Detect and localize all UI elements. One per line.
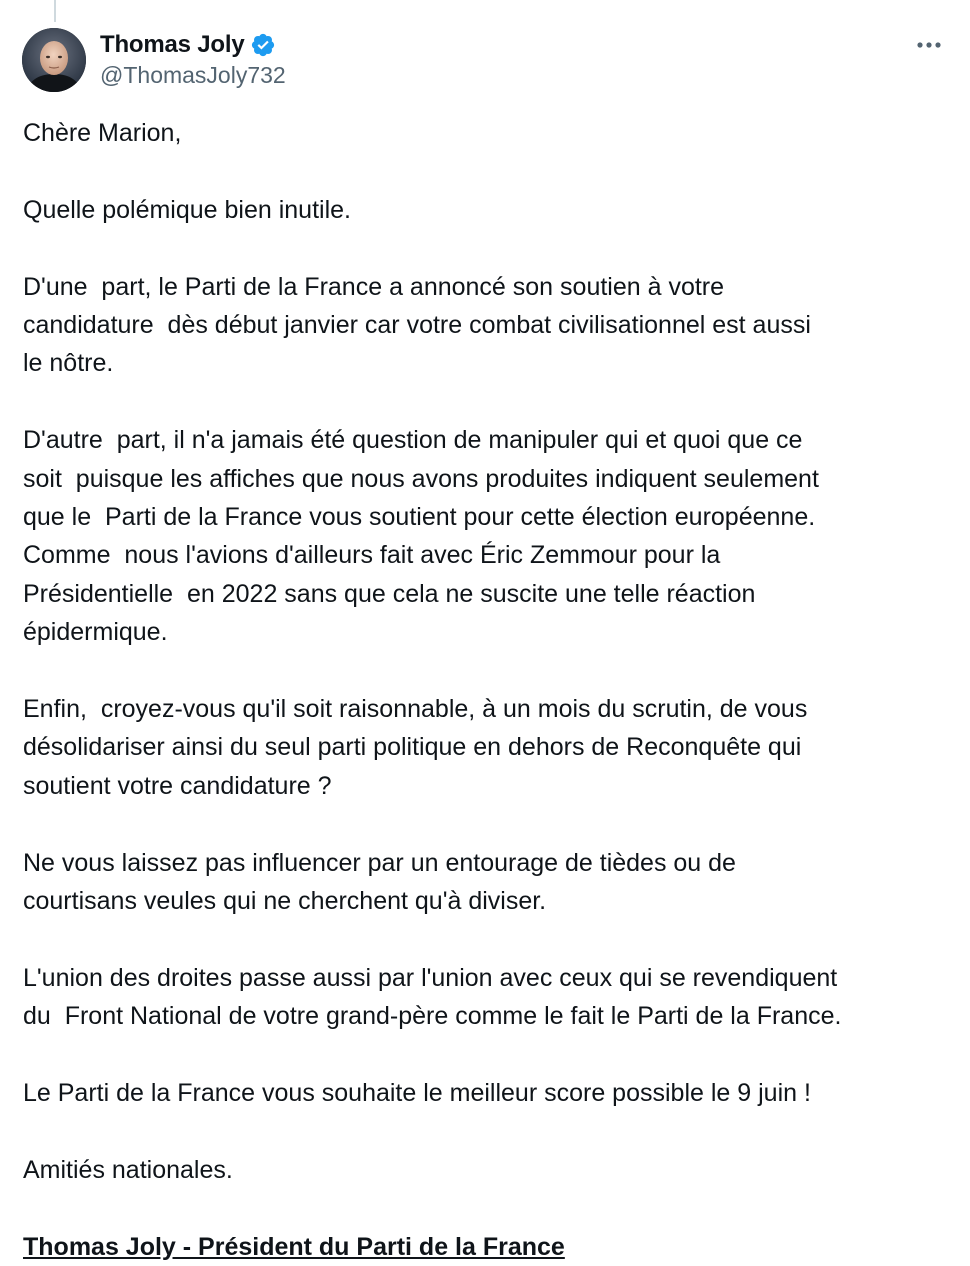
- tweet-paragraph-6-line-2: du Front National de votre grand-père comme le fait le Parti de la France.: [23, 1002, 842, 1031]
- tweet-paragraph-3-line-4: Comme nous l'avions d'ailleurs fait avec Éric Zemmour pour la: [23, 541, 721, 570]
- thread-connector-line: [54, 0, 56, 22]
- tweet-paragraph-3-line-5: Présidentielle en 2022 sans que cela ne suscite une telle réaction: [23, 579, 756, 608]
- tweet-paragraph-3-line-3: que le Parti de la France vous soutient pour cette élection européenne.: [23, 503, 816, 532]
- tweet-paragraph-5-line-2: courtisans veules qui ne cherchent qu'à diviser.: [23, 887, 547, 916]
- tweet-paragraph-3-line-6: épidermique.: [23, 618, 168, 647]
- tweet-paragraph-7: Le Parti de la France vous souhaite le meilleur score possible le 9 juin !: [23, 1079, 811, 1108]
- more-options-icon[interactable]: [912, 30, 946, 60]
- tweet-paragraph-8: Amitiés nationales.: [23, 1155, 233, 1184]
- tweet-paragraph-4-line-2: désolidariser ainsi du seul parti politique en dehors de Reconquête qui: [23, 733, 802, 762]
- tweet-paragraph-4-line-1: Enfin, croyez-vous qu'il soit raisonnable, à un mois du scrutin, de vous: [23, 695, 808, 724]
- tweet-paragraph-2-line-2: candidature dès début janvier car votre combat civilisationnel est aussi: [23, 311, 811, 339]
- tweet-paragraph-3-line-1: D'autre part, il n'a jamais été question de manipuler qui et quoi que ce: [23, 426, 803, 455]
- tweet-paragraph-1: Quelle polémique bien inutile.: [23, 195, 351, 224]
- author-handle[interactable]: @ThomasJoly732: [100, 62, 286, 88]
- avatar[interactable]: [22, 28, 86, 92]
- tweet-paragraph-4-line-3: soutient votre candidature ?: [23, 771, 332, 800]
- tweet-paragraph-6-line-1: L'union des droites passe aussi par l'union avec ceux qui se revendiquent: [23, 963, 838, 992]
- tweet-paragraph-2-line-1: D'une part, le Parti de la France a annoncé son soutien à votre: [23, 272, 725, 301]
- tweet-paragraph-2-line-3: le nôtre.: [23, 349, 114, 378]
- tweet-signature: Thomas Joly - Président du Parti de la France: [23, 1232, 565, 1261]
- tweet-text: [23, 114, 953, 1266]
- tweet-greeting: Chère Marion,: [23, 119, 182, 147]
- tweet-paragraph-3-line-2: soit puisque les affiches que nous avons produites indiquent seulement: [23, 464, 819, 493]
- verified-badge-icon[interactable]: [250, 32, 276, 58]
- tweet-header: [22, 28, 948, 94]
- avatar-photo: [22, 28, 86, 92]
- author-display-name[interactable]: Thomas Joly: [100, 31, 245, 58]
- tweet-paragraph-5-line-1: Ne vous laissez pas influencer par un entourage de tièdes ou de: [23, 848, 736, 877]
